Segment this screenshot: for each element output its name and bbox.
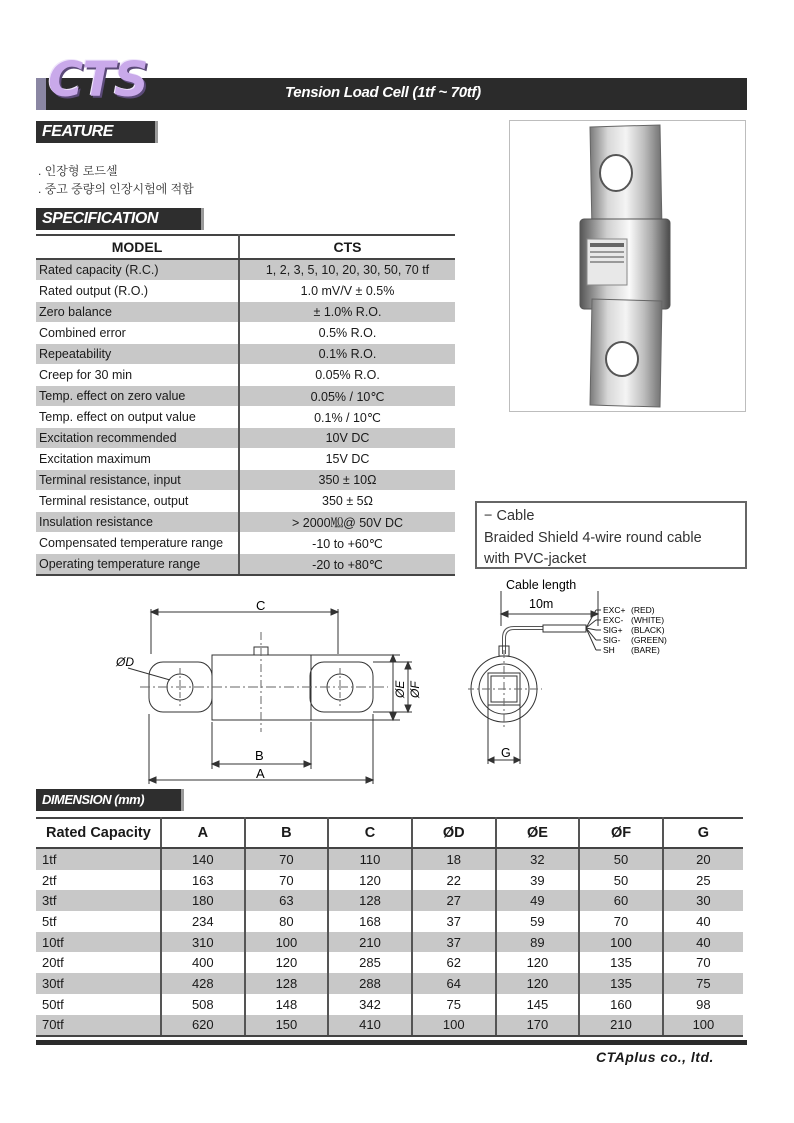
dim-cell: 410: [328, 1015, 412, 1037]
dim-cell: 1tf: [36, 848, 161, 870]
dim-cell: 100: [579, 932, 663, 953]
dim-cell: 89: [496, 932, 580, 953]
dim-row: [36, 1015, 743, 1037]
spec-label: Compensated temperature range: [36, 533, 239, 554]
dim-cell: 64: [412, 973, 496, 994]
dim-cell: 39: [496, 870, 580, 891]
spec-value: 1.0 mV/V ± 0.5%: [239, 281, 455, 302]
header-accent: [36, 78, 46, 110]
dim-label-f: ØF: [408, 681, 422, 698]
dim-cell: 168: [328, 911, 412, 932]
dim-cell: 2tf: [36, 870, 161, 891]
dim-cell: 98: [696, 996, 711, 1012]
dim-cell: 40: [663, 932, 743, 953]
dim-header: B: [245, 818, 329, 848]
dim-cell: 620: [161, 1015, 245, 1037]
dim-cell: 70: [696, 955, 711, 971]
spec-label: Terminal resistance, output: [36, 491, 239, 512]
dim-cell: 80: [245, 911, 329, 932]
wire-color: (WHITE): [631, 615, 665, 625]
dim-label-e: ØE: [393, 680, 407, 698]
dim-cell: 120: [245, 952, 329, 973]
dim-cell: 70: [245, 870, 329, 891]
cable-title: − Cable: [484, 508, 535, 524]
spec-label: Excitation recommended: [36, 428, 239, 449]
dim-header: Rated Capacity: [36, 818, 161, 848]
dim-cell: 120: [496, 973, 580, 994]
dim-row: [36, 994, 743, 1015]
spec-value: 0.5% R.O.: [239, 323, 455, 344]
dim-cell: 140: [161, 848, 245, 870]
load-cell-image: [510, 121, 745, 411]
wire-color: (BLACK): [631, 625, 665, 635]
dim-cell: 100: [663, 1015, 743, 1037]
wire-signal: SIG+: [603, 625, 623, 635]
dim-cell: 20: [663, 848, 743, 870]
feature-list: [38, 162, 194, 198]
cable-desc-line2: with PVC-jacket: [484, 551, 587, 567]
feature-tab: FEATURE: [36, 121, 158, 143]
dim-header: ØD: [412, 818, 496, 848]
cable-length-value: 10m: [529, 597, 554, 611]
spec-label: Combined error: [36, 323, 239, 344]
dim-cell: 75: [663, 973, 743, 994]
dim-header: ØF: [579, 818, 663, 848]
spec-value: 0.05% R.O.: [239, 365, 455, 386]
feature-item: . 중고 중량의 인장시험에 적합: [38, 182, 194, 196]
dim-header: C: [328, 818, 412, 848]
spec-row: [36, 428, 455, 449]
dim-cell: 160: [579, 994, 663, 1015]
dim-cell: 170: [496, 1015, 580, 1037]
dim-cell: 180: [161, 890, 245, 911]
specification-table: [36, 234, 455, 576]
dim-label-c: C: [256, 598, 266, 613]
dim-cell: 37: [412, 932, 496, 953]
spec-row: [36, 323, 455, 344]
dim-cell: 285: [328, 952, 412, 973]
spec-value: 350 ± 10Ω: [239, 470, 455, 491]
dim-cell: 135: [579, 973, 663, 994]
spec-value: > 2000㏁@ 50V DC: [239, 512, 455, 533]
spec-label: Repeatability: [36, 344, 239, 365]
wire-signal: EXC-: [603, 615, 624, 625]
product-photo: [509, 120, 746, 412]
dim-cell: 62: [412, 952, 496, 973]
spec-value: -20 to +80℃: [239, 554, 455, 576]
wire-signal: EXC+: [603, 605, 626, 615]
spec-row: [36, 512, 455, 533]
dim-cell: 3tf: [36, 890, 161, 911]
dim-cell: 18: [412, 848, 496, 870]
dim-cell: 70: [245, 848, 329, 870]
spec-value: 0.05% / 10℃: [239, 386, 455, 407]
company-name: CTAplus co., ltd.: [596, 1049, 714, 1065]
dim-cell: 27: [412, 890, 496, 911]
dim-label-d: ØD: [116, 655, 134, 669]
dim-label-g: G: [501, 746, 511, 760]
dim-cell: 234: [161, 911, 245, 932]
cts-logo: CTS: [48, 52, 148, 108]
spec-label: Rated output (R.O.): [36, 281, 239, 302]
dim-row: [36, 911, 743, 932]
dimension-table: [36, 817, 743, 1037]
spec-value: -10 to +60℃: [239, 533, 455, 554]
dim-row: [36, 932, 743, 953]
spec-label: Rated capacity (R.C.): [36, 259, 239, 281]
dim-cell: 163: [161, 870, 245, 891]
spec-header-model: MODEL: [36, 235, 239, 259]
dim-cell: 37: [412, 911, 496, 932]
dim-header: A: [161, 818, 245, 848]
spec-row: [36, 554, 455, 576]
spec-label: Terminal resistance, input: [36, 470, 239, 491]
spec-row: [36, 365, 455, 386]
dim-cell: 60: [579, 890, 663, 911]
feature-item: . 인장형 로드셀: [38, 164, 118, 178]
spec-row: [36, 533, 455, 554]
dim-cell: 10tf: [36, 932, 161, 953]
dim-cell: 110: [328, 848, 412, 870]
dim-cell: 120: [496, 952, 580, 973]
page-title: Tension Load Cell (1tf ~ 70tf): [285, 84, 481, 101]
dim-cell: 128: [328, 890, 412, 911]
dim-cell: 25: [696, 872, 711, 888]
spec-label: Creep for 30 min: [36, 365, 239, 386]
dim-cell: 135: [579, 952, 663, 973]
end-view-drawing: [468, 576, 698, 771]
spec-row: [36, 302, 455, 323]
spec-row: [36, 281, 455, 302]
dim-cell: 342: [328, 994, 412, 1015]
side-view-drawing: [110, 592, 440, 792]
cable-desc-line1: Braided Shield 4-wire round cable: [484, 529, 702, 546]
spec-label: Insulation resistance: [36, 512, 239, 533]
spec-label: Temp. effect on output value: [36, 407, 239, 428]
dim-cell: 400: [161, 952, 245, 973]
dim-cell: 59: [496, 911, 580, 932]
dim-cell: 70tf: [36, 1015, 161, 1037]
footer-bar: [36, 1040, 747, 1045]
dim-cell: 30: [663, 890, 743, 911]
dim-cell: 428: [161, 973, 245, 994]
dim-cell: 50: [579, 870, 663, 891]
dim-label-a: A: [256, 766, 265, 781]
spec-row: [36, 449, 455, 470]
dim-row: [36, 952, 743, 973]
dim-cell: 150: [245, 1015, 329, 1037]
dim-cell: 32: [496, 848, 580, 870]
spec-row: [36, 470, 455, 491]
dim-header: ØE: [496, 818, 580, 848]
dim-header: G: [663, 818, 743, 848]
spec-value: 350 ± 5Ω: [239, 491, 455, 512]
dim-cell: 20tf: [36, 952, 161, 973]
dim-cell: 50tf: [36, 994, 161, 1015]
spec-label: Temp. effect on zero value: [36, 386, 239, 407]
spec-value: 1, 2, 3, 5, 10, 20, 30, 50, 70 tf: [239, 259, 455, 281]
spec-row: [36, 386, 455, 407]
spec-value: 0.1% / 10℃: [239, 407, 455, 428]
dim-cell: 5tf: [36, 911, 161, 932]
dim-cell: 100: [412, 1015, 496, 1037]
dimension-tab: DIMENSION (mm): [36, 789, 184, 811]
dim-row: [36, 890, 743, 911]
dim-row: [36, 848, 743, 870]
dim-cell: 128: [245, 973, 329, 994]
spec-label: Excitation maximum: [36, 449, 239, 470]
dim-cell: 40: [696, 913, 711, 929]
dim-cell: 120: [328, 870, 412, 891]
dim-cell: 100: [245, 932, 329, 953]
dim-cell: 50: [579, 848, 663, 870]
dim-cell: 75: [412, 994, 496, 1015]
cable-length-label: Cable length: [506, 578, 577, 592]
cable-info-box: [475, 501, 747, 569]
spec-row: [36, 344, 455, 365]
spec-value: 0.1% R.O.: [239, 344, 455, 365]
spec-value: 10V DC: [239, 428, 455, 449]
wire-color: (RED): [631, 605, 655, 615]
dim-cell: 63: [245, 890, 329, 911]
dim-cell: 210: [328, 932, 412, 953]
wire-signal: SIG-: [603, 635, 621, 645]
wire-legend: [603, 605, 667, 655]
dim-cell: 310: [161, 932, 245, 953]
spec-label: Zero balance: [36, 302, 239, 323]
spec-row: [36, 407, 455, 428]
spec-row: [36, 259, 455, 281]
wire-color: (BARE): [631, 645, 660, 655]
specification-tab: SPECIFICATION: [36, 208, 204, 230]
dim-cell: 508: [161, 994, 245, 1015]
dim-cell: 22: [412, 870, 496, 891]
dim-label-b: B: [255, 748, 264, 763]
spec-header-cts: CTS: [239, 235, 455, 259]
spec-value: ± 1.0% R.O.: [239, 302, 455, 323]
dim-cell: 70: [579, 911, 663, 932]
dim-cell: 148: [245, 994, 329, 1015]
dim-cell: 288: [328, 973, 412, 994]
dim-cell: 210: [579, 1015, 663, 1037]
spec-value: 15V DC: [239, 449, 455, 470]
dim-cell: 145: [496, 994, 580, 1015]
wire-color: (GREEN): [631, 635, 667, 645]
dim-row: [36, 870, 743, 891]
dim-row: [36, 973, 743, 994]
spec-label: Operating temperature range: [36, 554, 239, 576]
dim-cell: 30tf: [36, 973, 161, 994]
wire-signal: SH: [603, 645, 615, 655]
spec-row: [36, 491, 455, 512]
dim-cell: 49: [496, 890, 580, 911]
